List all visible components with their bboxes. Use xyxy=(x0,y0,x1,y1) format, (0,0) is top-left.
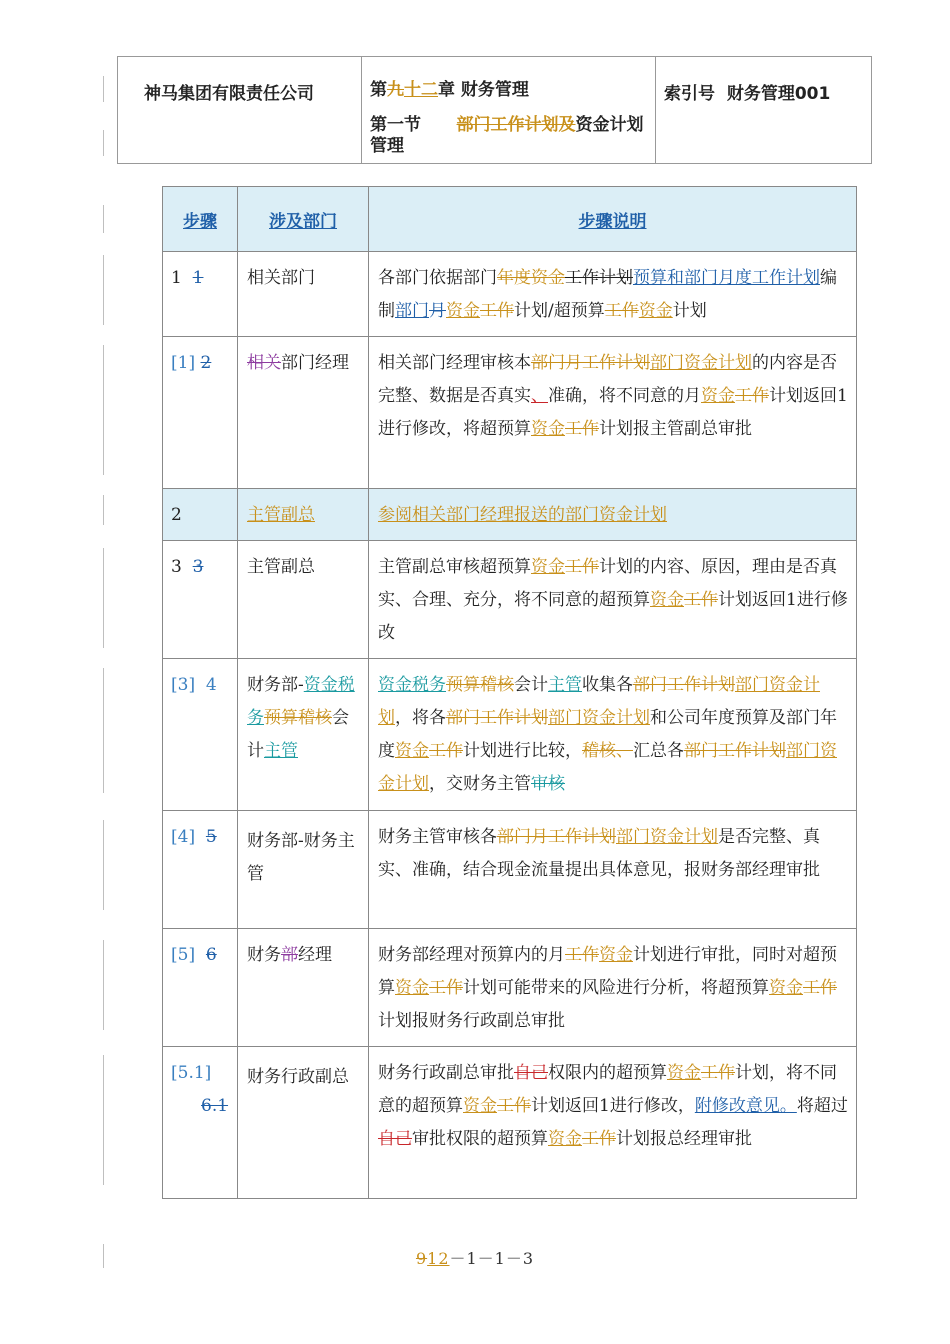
step-number: [3] 4 xyxy=(163,659,238,811)
change-bar xyxy=(103,345,104,475)
department: 财务部-资金税务预算稽核会计主管 xyxy=(238,659,369,811)
department: 相关部门 xyxy=(238,252,369,337)
table-row xyxy=(163,811,857,929)
department: 相关部门经理 xyxy=(238,337,369,489)
step-description: 财务部经理对预算内的月工作资金计划进行审批，同时对超预算资金工作计划可能带来的风险进行分析，将超预算资金工作计划报财务行政副总审批 xyxy=(369,929,857,1047)
department: 主管副总 xyxy=(238,541,369,659)
step-description: 财务主管审核各部门月工作计划部门资金计划是否完整、真实、准确，结合现金流量提出具体意见，报财务部经理审批 xyxy=(369,811,857,929)
table-row xyxy=(163,659,857,811)
table-row xyxy=(163,541,857,659)
department: 财务部经理 xyxy=(238,929,369,1047)
company-name: 神马集团有限责任公司 xyxy=(118,57,362,164)
change-bar xyxy=(103,205,104,233)
step-number: 1 1 xyxy=(163,252,238,337)
step-description: 资金税务预算稽核会计主管收集各部门工作计划部门资金计划，将各部门工作计划部门资金计划和公司年度预算及部门年度资金工作计划进行比较，稽核、汇总各部门工作计划部门资金计划，交财务主管审核 xyxy=(369,659,857,811)
table-row xyxy=(163,489,857,541)
page-number: 912－1－1－3 xyxy=(415,1249,535,1268)
step-description: 参阅相关部门经理报送的部门资金计划 xyxy=(369,489,857,541)
step-number: 2 xyxy=(163,489,238,541)
department: 主管副总 xyxy=(238,489,369,541)
change-bar xyxy=(103,940,104,1030)
step-number: [5] 6 xyxy=(163,929,238,1047)
step-number: [4] 5 xyxy=(163,811,238,929)
change-bar xyxy=(103,130,104,156)
header-description: 步骤说明 xyxy=(369,187,857,252)
header-department: 涉及部门 xyxy=(238,187,369,252)
change-bar xyxy=(103,1055,104,1185)
change-bar xyxy=(103,668,104,793)
step-number: [1] 2 xyxy=(163,337,238,489)
step-description: 各部门依据部门年度资金工作计划预算和部门月度工作计划编制部门月资金工作计划/超预算工作资金计划 xyxy=(369,252,857,337)
step-number: 3 3 xyxy=(163,541,238,659)
change-bar xyxy=(103,255,104,325)
table-row xyxy=(163,1047,857,1199)
step-description: 相关部门经理审核本部门月工作计划部门资金计划的内容是否完整、数据是否真实、准确，将不同意的月资金工作计划返回1进行修改，将超预算资金工作计划报主管副总审批 xyxy=(369,337,857,489)
department: 财务部-财务主管 xyxy=(238,811,369,929)
change-bar xyxy=(103,76,104,102)
index-number: 索引号 财务管理001 xyxy=(656,57,872,164)
department: 财务行政副总 xyxy=(238,1047,369,1199)
table-row xyxy=(163,337,857,489)
table-row xyxy=(163,252,857,337)
header-step: 步骤 xyxy=(163,187,238,252)
step-description: 财务行政副总审批自己权限内的超预算资金工作计划，将不同意的超预算资金工作计划返回1进行修改，附修改意见。将超过自己审批权限的超预算资金工作计划报总经理审批 xyxy=(369,1047,857,1199)
document-header xyxy=(117,56,872,164)
step-number: [5.1] 6.1 xyxy=(163,1047,238,1199)
table-row xyxy=(163,929,857,1047)
procedure-table xyxy=(162,186,857,1199)
chapter-title: 第九十二章 财务管理 第一节 部门工作计划及资金计划管理 xyxy=(362,57,656,164)
change-bar xyxy=(103,820,104,910)
section-title: 第一节 部门工作计划及资金计划管理 xyxy=(370,115,644,157)
change-bar xyxy=(103,548,104,648)
step-description: 主管副总审核超预算资金工作计划的内容、原因，理由是否真实、合理、充分，将不同意的超预算资金工作计划返回1进行修改 xyxy=(369,541,857,659)
change-bar xyxy=(103,495,104,525)
